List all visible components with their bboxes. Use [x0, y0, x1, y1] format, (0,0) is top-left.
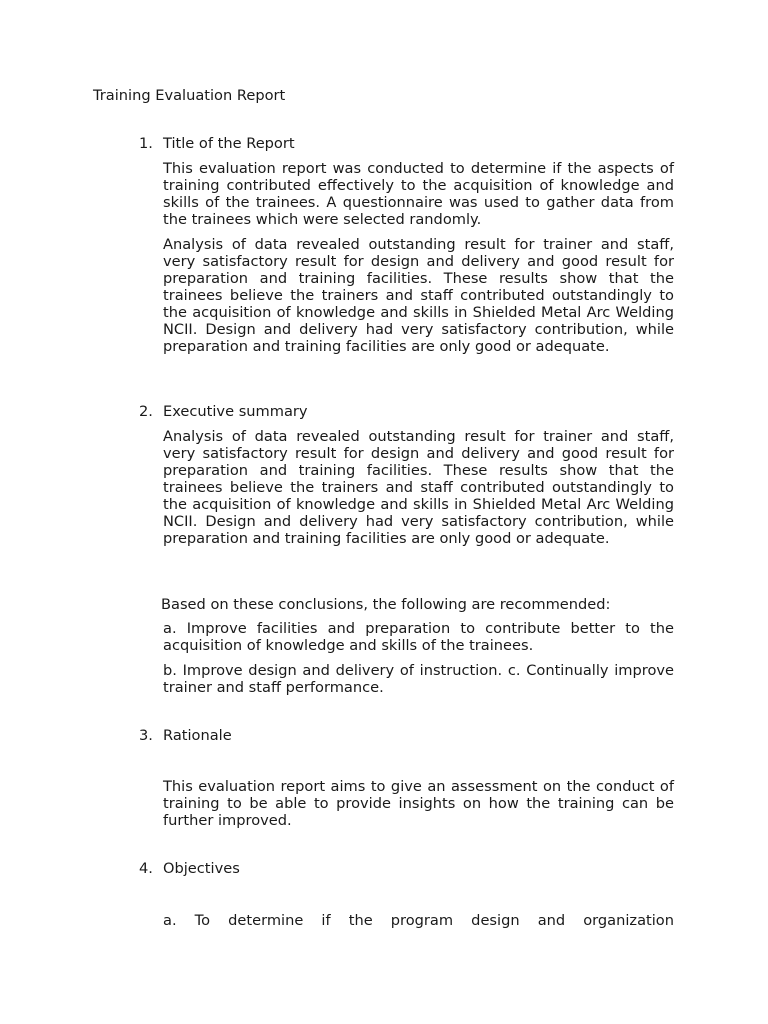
section-number: 2.: [139, 403, 153, 420]
section-1-paragraph-2: Analysis of data revealed outstanding result for trainer and staff, very satisfactory result for design and delivery and good result for preparation and training facilities. These results show that the trainees believe the trainers and staff contributed outstandingly to the acquisition of knowledge and skills in Shielded Metal Arc Welding NCII. Design and delivery had very satisfactory contribution, while preparation and training facilities are only good or adequate.: [163, 236, 674, 355]
section-3-paragraph-1: This evaluation report aims to give an assessment on the conduct of training to be able to provide insights on how the training can be further improved.: [163, 778, 674, 829]
section-2-paragraph-1: Analysis of data revealed outstanding result for trainer and staff, very satisfactory result for design and delivery and good result for preparation and training facilities. These results show that the trainees believe the trainers and staff contributed outstandingly to the acquisition of knowledge and skills in Shielded Metal Arc Welding NCII. Design and delivery had very satisfactory contribution, while preparation and training facilities are only good or adequate.: [163, 428, 674, 547]
section-number: 3.: [139, 727, 153, 744]
recommendations-intro: Based on these conclusions, the following are recommended:: [161, 596, 611, 613]
section-title: Objectives: [163, 860, 240, 877]
section-1-paragraph-1: This evaluation report was conducted to determine if the aspects of training contributed effectively to the acquisition of knowledge and skills of the trainees. A questionnaire was used to gather data from the trainees which were selected randomly.: [163, 160, 674, 228]
recommendation-a: a. Improve facilities and preparation to contribute better to the acquisition of knowledge and skills of the trainees.: [163, 620, 674, 654]
section-number: 4.: [139, 860, 153, 877]
section-1-heading: [139, 135, 295, 153]
section-2-heading: [139, 403, 308, 421]
section-title: Executive summary: [163, 403, 308, 420]
section-title: Title of the Report: [163, 135, 295, 152]
document-title: Training Evaluation Report: [93, 87, 286, 104]
section-title: Rationale: [163, 727, 232, 744]
section-3-heading: [139, 727, 232, 745]
section-4-heading: [139, 860, 240, 878]
section-4-objective-a: a. To determine if the program design and organization: [163, 912, 674, 929]
recommendation-b-c: b. Improve design and delivery of instruction. c. Continually improve trainer and staff performance.: [163, 662, 674, 696]
section-number: 1.: [139, 135, 153, 152]
